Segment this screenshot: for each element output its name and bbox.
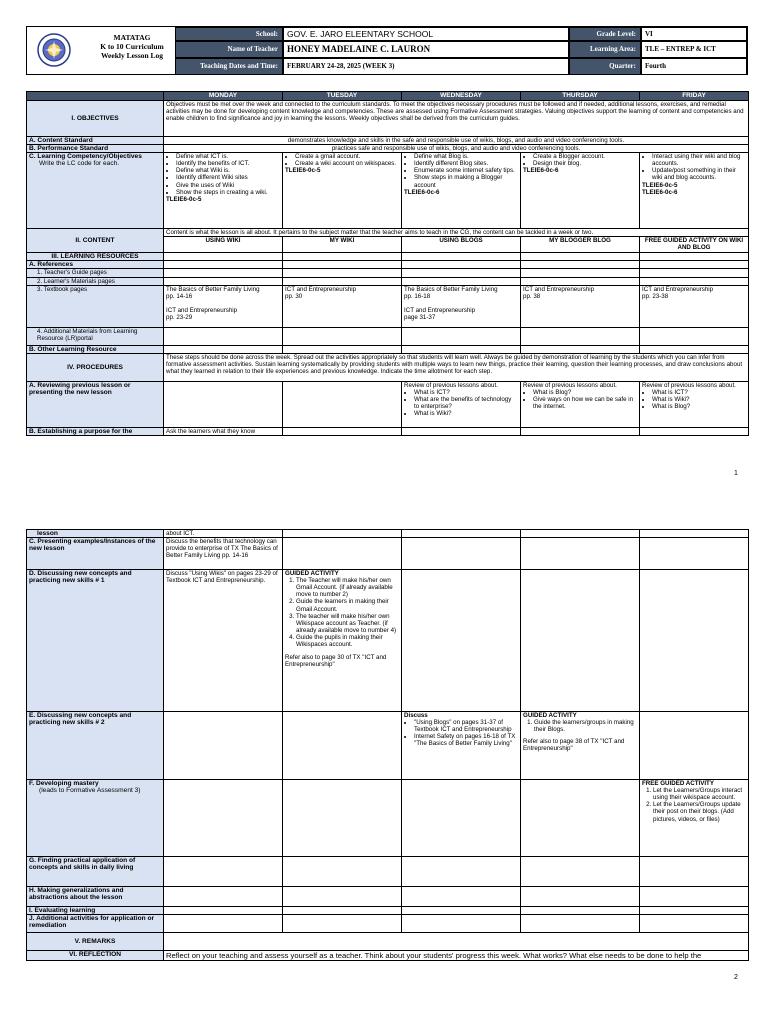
page-number-1: 1 <box>734 470 738 477</box>
purpose-monday-part2: about ICT. <box>164 530 283 538</box>
additional-materials-label: 4. Additional Materials from Learning Resource (LR)portal <box>27 327 164 345</box>
additional-activities-label: J. Additional activities for application or remediation <box>27 915 164 933</box>
activity-title: Discuss <box>404 712 428 720</box>
review-intro: Review of previous lessons about. <box>404 381 498 389</box>
competency-wednesday <box>402 153 521 229</box>
list-item: • Update/post something in their wiki and blog accounts. <box>652 167 746 181</box>
list-item: • What is Wiki? <box>414 410 518 417</box>
list-item: • "Using Blogs" on pages 31-37 of Textbook ICT and Entrepreneurship <box>414 719 518 733</box>
list-item: • Identify different Wiki sites <box>176 174 280 181</box>
activity-title: GUIDED ACTIVITY <box>523 712 577 720</box>
list-item: • Define what ICT is. <box>176 153 280 160</box>
ref-line: pp. 38 <box>523 292 541 300</box>
content-standard-label: A. Content Standard <box>27 137 164 145</box>
discussing-2-label: E. Discussing new concepts and practicing new skills # 2 <box>27 712 164 780</box>
list-item: • Interact using their wiki and blog accounts. <box>652 153 746 167</box>
teacher-label: Name of Teacher <box>175 41 283 58</box>
list-item: • Show steps in making a Blogger account <box>414 174 518 188</box>
references-label: A. References <box>27 261 164 269</box>
competency-tuesday <box>283 153 402 229</box>
header-title <box>77 33 187 60</box>
list-item: • Show the steps in creating a wiki. <box>176 189 280 196</box>
list-item: • Give the uses of Wiki <box>176 182 280 189</box>
remarks-value <box>164 933 749 951</box>
reflection-text: Reflect on your teaching and assess yourself as a teacher. Think about your students' progress this week. What works? What else needs to be done to help the <box>164 951 749 961</box>
dates-value: FEBRUARY 24-28, 2025 (WEEK 3) <box>283 58 569 75</box>
content-standard-text: demonstrates knowledge and skills in the safe and responsible use of wikis, blogs, and audio and video conferencing tools. <box>164 137 749 145</box>
competency-friday <box>640 153 749 229</box>
list-item: 1. Let the Learners/Groups interact using their wikispace account. <box>653 787 746 801</box>
list-item: 1. The Teacher will make his/her own Gmail Account. (if already available move to number 2) <box>296 577 399 598</box>
activity-reference: Refer also to page 30 of TX "ICT and Entrepreneurship" <box>285 654 387 669</box>
list-item: • What is Blog? <box>533 389 637 396</box>
deped-seal-icon <box>37 33 71 67</box>
school-label: School: <box>175 27 283 41</box>
ref-line: pp. 14-16 <box>166 292 193 300</box>
list-item: • What is ICT? <box>652 389 746 396</box>
objectives-text: Objectives must be met over the week and connected to the curriculum standards. To meet the objectives necessary procedures must be followed and if needed, additional lessons, exercises, and remedial activities may be done for developing content knowledge and competencies. These are assessed using Formative Assessment strategies. Valuing objectives support the learning of content and competencies and enable children to find significance and joy in learning the lessons. Weekly objectives shall be derived from the curriculum guides. <box>164 101 749 137</box>
other-resources-label: B. Other Learning Resource <box>27 345 164 353</box>
competency-sublabel: Write the LC code for each. <box>39 160 120 168</box>
list-item: • What are the benefits of technology to enterprise? <box>414 396 518 410</box>
competency-thursday <box>521 153 640 229</box>
competency-monday <box>164 153 283 229</box>
day-tuesday: TUESDAY <box>283 92 402 101</box>
discussing-1-monday: Discuss "Using Wikis" on pages 23-29 of Textbook ICT and Entrepreneurship. <box>164 570 283 712</box>
objectives-label: I. OBJECTIVES <box>27 101 164 137</box>
list-item: • Identify different Blog sites. <box>414 160 518 167</box>
purpose-monday-part1: Ask the learners what they know <box>164 427 283 435</box>
discussing-2-wednesday <box>402 712 521 780</box>
title-line-1: MATATAG <box>113 33 151 42</box>
content-friday: FREE GUIDED ACTIVITY ON WIKI AND BLOG <box>640 237 749 253</box>
lc-code: TLEIE6-0c-6 <box>523 167 559 175</box>
quarter-label: Quarter: <box>569 58 641 75</box>
textbook-label: 3. Textbook pages <box>27 285 164 327</box>
developing-mastery-title: F. Developing mastery <box>29 780 99 788</box>
discussing-1-label: D. Discussing new concepts and practicing new skills # 1 <box>27 570 164 712</box>
activity-reference: Refer also to page 38 of TX "ICT and Entrepreneurship" <box>523 738 625 753</box>
ref-line: ICT and Entrepreneurship <box>404 306 476 314</box>
list-item: 3. The teacher will make his/her own Wikispace account as Teacher. (if already available move to number 4) <box>296 613 399 634</box>
list-item: • Define what Blog is. <box>414 153 518 160</box>
school-value: GOV. E. JARO ELEENTARY SCHOOL <box>283 27 569 41</box>
review-friday <box>640 381 749 427</box>
lesson-log-header <box>26 26 748 75</box>
list-item: 2. Let the Learners/Groups update their post on their blogs. (Add pictures, videos, or files) <box>653 801 746 822</box>
area-value: TLE – ENTREP & ICT <box>641 41 747 58</box>
teacher-value: HONEY MADELAINE C. LAURON <box>283 41 569 58</box>
day-header-blank <box>27 92 164 101</box>
ref-line: ICT and Entrepreneurship <box>285 285 357 293</box>
reflection-label: VI. REFLECTION <box>27 951 164 961</box>
ref-line: The Basics of Better Family Living <box>404 285 498 293</box>
discussing-1-tuesday <box>283 570 402 712</box>
list-item: • Create a Blogger account. <box>533 153 637 160</box>
list-item: • Design their blog. <box>533 160 637 167</box>
procedures-label: IV. PROCEDURES <box>27 353 164 381</box>
day-thursday: THURSDAY <box>521 92 640 101</box>
review-wednesday <box>402 381 521 427</box>
discussing-2-thursday <box>521 712 640 780</box>
list-item: • What is ICT? <box>414 389 518 396</box>
ref-line: ICT and Entrepreneurship <box>642 285 714 293</box>
lm-label: 2. Learner's Materials pages <box>27 277 164 285</box>
list-item: • Enumerate some internet safety tips. <box>414 167 518 174</box>
lc-code: TLEIE6-0c-5 <box>285 167 321 175</box>
lc-code: TLEIE6-0c-5 <box>642 181 678 189</box>
review-intro: Review of previous lessons about. <box>642 381 736 389</box>
presenting-monday: Discuss the benefits that technology can provide to enterprise of TX The Basics of Better Family Living pp. 14-16 <box>164 538 283 570</box>
ref-line: The Basics of Better Family Living <box>166 285 260 293</box>
procedures-note: These steps should be done across the week. Spread out the activities appropriately so that students will learn well. Always be guided by demonstration of learning by the students which you can infer from formative assessment activities. Sustain learning systematically by providing students with multiple ways to learn new things, practice their learning, question their learning processes, and draw conclusions about what they learned in relation to their life experiences and previous knowledge. Indicate the time allotment for each step. <box>164 353 749 381</box>
ref-line: pp. 16-18 <box>404 292 431 300</box>
list-item: 1. Guide the learners/groups in making their Blogs. <box>534 719 637 733</box>
area-label: Learning Area: <box>569 41 641 58</box>
reviewing-label: A. Reviewing previous lesson or presenting the new lesson <box>27 381 164 427</box>
evaluating-label: I. Evaluating learning <box>27 907 164 915</box>
content-note: Content is what the lesson is all about. It pertains to the subject matter that the teacher aims to teach in the CG, the content can be tackled in a week or two. <box>164 229 749 237</box>
presenting-label: C. Presenting examples/Instances of the new lesson <box>27 538 164 570</box>
ref-line: pp. 30 <box>285 292 303 300</box>
performance-standard-text: practices safe and responsible use of wikis, blogs, and audio and video conferencing tools. <box>164 145 749 153</box>
purpose-label-part2: lesson <box>27 530 164 538</box>
activity-title: GUIDED ACTIVITY <box>285 570 339 578</box>
day-friday: FRIDAY <box>640 92 749 101</box>
ref-line: ICT and Entrepreneurship <box>523 285 595 293</box>
list-item: 4. Guide the pupils in making their Wikispaces account. <box>296 634 399 648</box>
list-item: • Identify the benefits of ICT. <box>176 160 280 167</box>
title-line-2: K to 10 Curriculum <box>100 42 164 51</box>
review-thursday <box>521 381 640 427</box>
generalization-label: H. Making generalizations and abstractions about the lesson <box>27 887 164 907</box>
ref-line: page 31-37 <box>404 313 436 321</box>
lc-code: TLEIE6-0c-6 <box>642 188 678 196</box>
day-wednesday: WEDNESDAY <box>402 92 521 101</box>
day-header-row <box>27 92 749 101</box>
list-item: • Create a wiki account on wikispaces. <box>295 160 399 167</box>
content-monday: USING WIKI <box>164 237 283 253</box>
ref-line: ICT and Entrepreneurship <box>166 306 238 314</box>
textbook-wednesday <box>402 285 521 327</box>
purpose-label-part1: B. Establishing a purpose for the <box>27 427 164 435</box>
day-monday: MONDAY <box>164 92 283 101</box>
content-thursday: MY BLOGGER BLOG <box>521 237 640 253</box>
performance-standard-label: B. Performance Standard <box>27 145 164 153</box>
content-wednesday: USING BLOGS <box>402 237 521 253</box>
list-item: • Give ways on how we can be safe in the internet. <box>533 396 637 410</box>
textbook-tuesday <box>283 285 402 327</box>
ref-line: pp. 23-29 <box>166 313 193 321</box>
title-line-3: Weekly Lesson Log <box>100 51 164 60</box>
lesson-table-page-1 <box>26 91 749 436</box>
tg-label: 1. Teacher's Guide pages <box>27 269 164 277</box>
page-number-2: 2 <box>734 974 738 981</box>
developing-mastery-label <box>27 780 164 857</box>
grade-label: Grade Level: <box>569 27 641 41</box>
review-intro: Review of previous lessons about. <box>523 381 617 389</box>
list-item: 2. Guide the learners in making their Gmail Account. <box>296 598 399 612</box>
remarks-label: V. REMARKS <box>27 933 164 951</box>
resources-label: III. LEARNING RESOURCES <box>27 253 164 261</box>
textbook-monday <box>164 285 283 327</box>
developing-mastery-friday <box>640 780 749 857</box>
list-item: • Internet Safety on pages 16-18 of TX "The Basics of Better Family Living" <box>414 733 518 747</box>
application-label: G. Finding practical application of concepts and skills in daily living <box>27 857 164 887</box>
ref-line: pp. 23-38 <box>642 292 669 300</box>
list-item: • Define what Wiki is. <box>176 167 280 174</box>
lc-code: TLEIE6-0c-5 <box>166 195 202 203</box>
lesson-table-page-2 <box>26 529 749 961</box>
lc-code: TLEIE6-0c-6 <box>404 188 440 196</box>
activity-title: FREE GUIDED ACTIVITY <box>642 780 714 788</box>
competency-label <box>27 153 164 229</box>
developing-mastery-sub: (leads to Formative Assessment 3) <box>39 787 141 795</box>
content-label: II. CONTENT <box>27 229 164 253</box>
quarter-value: Fourth <box>641 58 747 75</box>
grade-value: VI <box>641 27 747 41</box>
textbook-thursday <box>521 285 640 327</box>
list-item: • What is Blog? <box>652 403 746 410</box>
textbook-friday <box>640 285 749 327</box>
competency-title: C. Learning Competency/Objectives <box>29 153 142 161</box>
content-tuesday: MY WIKI <box>283 237 402 253</box>
list-item: • Create a gmail account. <box>295 153 399 160</box>
list-item: • What is Wiki? <box>652 396 746 403</box>
dates-label: Teaching Dates and Time: <box>175 58 283 75</box>
